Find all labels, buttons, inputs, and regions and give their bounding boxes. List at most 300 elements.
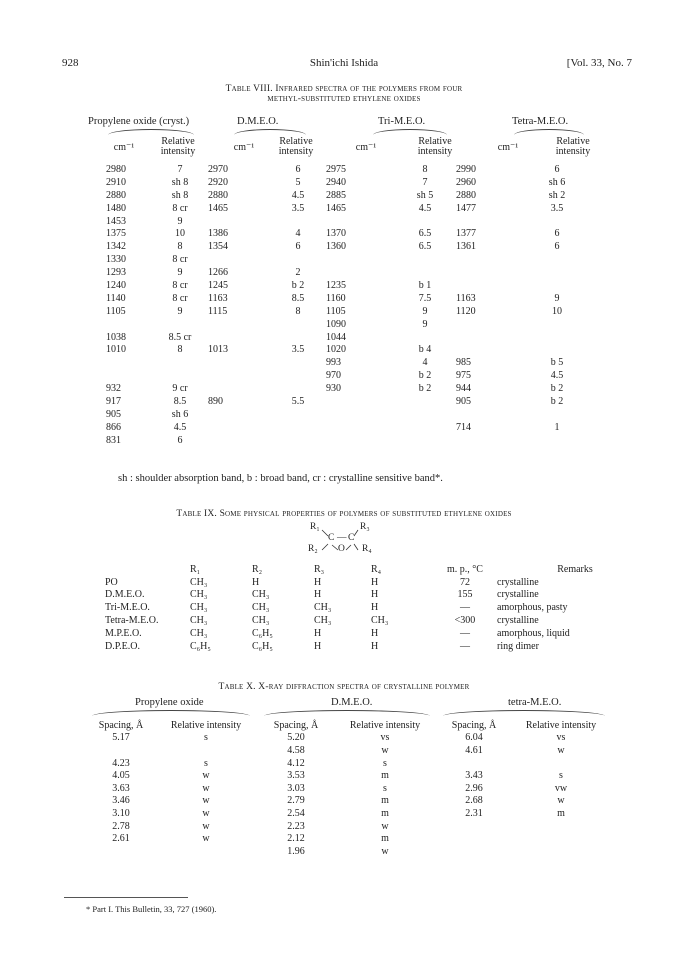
- tetrameo-wavenumber: 1477: [456, 202, 476, 214]
- table8-col-rel: [268, 137, 324, 157]
- tetrameo-intensity: [528, 331, 586, 344]
- dmeo-wavenumber: [208, 318, 270, 331]
- dmeo-wavenumber: [208, 382, 270, 395]
- dmeo-intensity: 6: [295, 241, 301, 253]
- table8-brace: [108, 129, 194, 135]
- po-wavenumber: 1342: [106, 241, 126, 253]
- dmeo-intensity: [270, 253, 326, 266]
- table8: [106, 163, 586, 447]
- table10-cell: 4.61: [465, 744, 483, 756]
- trimeo-intensity: 7.5: [418, 292, 432, 304]
- trimeo-wavenumber: 1090: [326, 318, 346, 330]
- table-row: [106, 395, 586, 408]
- po-intensity: [152, 369, 208, 382]
- table-row: [106, 421, 586, 434]
- dmeo-wavenumber: 1266: [208, 267, 228, 279]
- tetrameo-intensity: sh 6: [548, 176, 566, 188]
- trimeo-wavenumber: [326, 421, 394, 434]
- table10-cell: 3.10: [112, 807, 130, 819]
- tetrameo-wavenumber: 905: [456, 395, 471, 407]
- table10-cell: [512, 845, 610, 858]
- tetrameo-intensity: b 2: [550, 383, 564, 395]
- table10-cell: [436, 845, 512, 858]
- po-wavenumber: 2880: [106, 189, 126, 201]
- table9-cell: 155: [457, 589, 473, 601]
- table10-header: Spacing, Å: [273, 719, 319, 731]
- structure-r2: R₂: [308, 544, 318, 554]
- tetrameo-intensity: 10: [552, 305, 562, 317]
- table9-header: R₄: [371, 563, 382, 575]
- dmeo-intensity: [270, 382, 326, 395]
- dmeo-intensity: [270, 369, 326, 382]
- table9-cell: Tri-M.E.O.: [105, 602, 150, 614]
- table9-header: Remarks: [557, 563, 593, 575]
- trimeo-wavenumber: [326, 266, 394, 279]
- running-title: Shin'ichi Ishida: [309, 57, 379, 69]
- tetrameo-wavenumber: 1377: [456, 228, 476, 240]
- table10-brace: [443, 710, 605, 716]
- trimeo-wavenumber: [326, 408, 394, 421]
- structure-o: O: [338, 544, 345, 554]
- tetrameo-intensity: [528, 408, 586, 421]
- po-wavenumber: 1330: [106, 254, 126, 266]
- table9-cell: CH₃: [190, 602, 208, 614]
- table-row: [88, 845, 610, 858]
- page-footnote: * Part I. This Bulletin, 33, 727 (1960).: [86, 904, 217, 914]
- po-wavenumber: 1453: [106, 215, 126, 227]
- table8-col-cm: cm⁻¹: [113, 142, 135, 153]
- table8-group-trimeo: Tri-M.E.O.: [378, 116, 426, 127]
- table10-cell: [154, 845, 258, 858]
- dmeo-intensity: [270, 408, 326, 421]
- structure-diagram: [300, 522, 390, 562]
- po-intensity: 9: [177, 215, 183, 227]
- table-row: [88, 782, 610, 795]
- table9-cell: C₆H₅: [252, 640, 273, 652]
- page-number: 928: [62, 57, 79, 69]
- po-wavenumber: 1480: [106, 202, 126, 214]
- tetrameo-wavenumber: 1120: [456, 305, 476, 317]
- trimeo-wavenumber: [326, 434, 394, 447]
- table8-group-dmeo: D.M.E.O.: [237, 116, 279, 127]
- po-intensity: 8 cr: [172, 292, 188, 304]
- tetrameo-intensity: sh 2: [548, 189, 566, 201]
- col-rel-line1: Relative: [279, 136, 313, 147]
- table9: [105, 563, 635, 653]
- trimeo-wavenumber: 2975: [326, 163, 346, 175]
- table9-cell: amorphous, liquid: [497, 627, 570, 639]
- table9-cell: M.P.E.O.: [105, 627, 142, 639]
- dmeo-wavenumber: [208, 369, 270, 382]
- table10-cell: w: [202, 820, 210, 832]
- table8-group-tetrameo: Tetra-M.E.O.: [512, 116, 569, 127]
- dmeo-intensity: 8: [295, 305, 301, 317]
- po-intensity: 8 cr: [172, 254, 188, 266]
- tetrameo-intensity: 1: [554, 421, 560, 433]
- dmeo-intensity: [270, 215, 326, 228]
- table9-header: R₂: [252, 563, 263, 575]
- col-rel-line1: Relative: [161, 136, 195, 147]
- trimeo-wavenumber: 1465: [326, 202, 346, 214]
- trimeo-intensity: b 2: [418, 370, 432, 382]
- table-row: [88, 820, 610, 833]
- table9-cell: <300: [454, 615, 476, 627]
- table9-cell: —: [460, 640, 470, 652]
- dmeo-intensity: 2: [295, 267, 301, 279]
- table9-cell: —: [460, 627, 470, 639]
- table10-cell: m: [381, 795, 389, 807]
- table10-cell: 5.17: [112, 732, 130, 744]
- table10-cell: w: [381, 820, 389, 832]
- table10-cell: 2.78: [112, 820, 130, 832]
- volume-info: [Vol. 33, No. 7: [566, 57, 632, 69]
- table10-cell: m: [557, 807, 565, 819]
- table10-cell: [154, 744, 258, 757]
- table9-cell: CH₃: [252, 589, 270, 601]
- tetrameo-wavenumber: [456, 215, 528, 228]
- trimeo-wavenumber: 1020: [326, 344, 346, 356]
- tetrameo-intensity: b 5: [550, 357, 564, 369]
- tetrameo-wavenumber: [456, 331, 528, 344]
- po-wavenumber: [106, 318, 152, 331]
- po-intensity: 8 cr: [172, 202, 188, 214]
- table10-cell: [436, 832, 512, 845]
- po-intensity: 10: [175, 228, 185, 240]
- table10-cell: 2.54: [287, 807, 305, 819]
- table-row: [106, 163, 586, 176]
- po-intensity: sh 8: [171, 176, 189, 188]
- table10-cell: s: [204, 757, 208, 769]
- tetrameo-wavenumber: [456, 408, 528, 421]
- table9-cell: Tetra-M.E.O.: [105, 615, 159, 627]
- dmeo-wavenumber: 1245: [208, 279, 228, 291]
- trimeo-intensity: [394, 253, 456, 266]
- trimeo-wavenumber: 2885: [326, 189, 346, 201]
- tetrameo-wavenumber: 1163: [456, 292, 476, 304]
- table9-cell: CH₃: [371, 615, 389, 627]
- dmeo-wavenumber: 2880: [208, 189, 228, 201]
- table10-group-po: Propylene oxide: [135, 697, 204, 708]
- table8-col-rel: [150, 137, 206, 157]
- table8-brace: [373, 129, 447, 135]
- po-intensity: sh 8: [171, 189, 189, 201]
- tetrameo-intensity: [528, 318, 586, 331]
- trimeo-intensity: 4: [422, 357, 428, 369]
- dmeo-wavenumber: 1386: [208, 228, 228, 240]
- po-intensity: 9: [177, 305, 183, 317]
- table10-cell: vw: [554, 782, 568, 794]
- table9-cell: CH₃: [314, 615, 332, 627]
- po-intensity: 8 cr: [172, 279, 188, 291]
- table-row: [88, 769, 610, 782]
- structure-r3: R₃: [360, 522, 370, 532]
- table-row: [105, 589, 635, 602]
- table10-brace: [264, 710, 430, 716]
- table9-header: m. p., °C: [447, 563, 483, 575]
- dmeo-wavenumber: [208, 215, 270, 228]
- po-wavenumber: 932: [106, 383, 121, 395]
- page-header: [0, 57, 688, 73]
- table9-cell: H: [252, 576, 260, 588]
- table-row: [106, 343, 586, 356]
- tetrameo-wavenumber: [456, 266, 528, 279]
- table-row: [105, 614, 635, 627]
- table9-cell: H: [371, 640, 379, 652]
- structure-bonds: [300, 522, 390, 562]
- table8-footnote: sh : shoulder absorption band, b : broad band, cr : crystalline sensitive band*.: [118, 473, 443, 484]
- table10-group-dmeo: D.M.E.O.: [331, 697, 373, 708]
- table10-cell: w: [381, 744, 389, 756]
- structure-r1: R₁: [310, 522, 320, 532]
- po-intensity: [152, 318, 208, 331]
- trimeo-intensity: 4.5: [418, 202, 432, 214]
- tetrameo-wavenumber: 2990: [456, 163, 476, 175]
- dmeo-intensity: 3.5: [291, 202, 305, 214]
- trimeo-intensity: [394, 215, 456, 228]
- po-wavenumber: 1375: [106, 228, 126, 240]
- table-row: [88, 807, 610, 820]
- table9-cell: C₆H₅: [190, 640, 211, 652]
- table10-cell: vs: [556, 732, 566, 744]
- table9-cell: 72: [460, 576, 470, 588]
- table10-cell: 2.23: [287, 820, 305, 832]
- trimeo-wavenumber: 2940: [326, 176, 346, 188]
- table10-cell: w: [202, 782, 210, 794]
- table10-cell: [436, 757, 512, 770]
- table10-cell: 3.46: [112, 795, 130, 807]
- dmeo-wavenumber: 1163: [208, 292, 228, 304]
- dmeo-intensity: 5: [295, 176, 301, 188]
- trimeo-intensity: [394, 395, 456, 408]
- po-intensity: 8.5 cr: [168, 331, 192, 343]
- tetrameo-intensity: 6: [554, 228, 560, 240]
- dmeo-wavenumber: 1013: [208, 344, 228, 356]
- trimeo-wavenumber: 930: [326, 383, 341, 395]
- table9-cell: —: [460, 602, 470, 614]
- table10-cell: w: [202, 795, 210, 807]
- dmeo-intensity: 3.5: [291, 344, 305, 356]
- trimeo-intensity: [394, 421, 456, 434]
- dmeo-intensity: 8.5: [291, 292, 305, 304]
- dmeo-wavenumber: 2970: [208, 163, 228, 175]
- table9-cell: H: [371, 576, 379, 588]
- table8-col-rel: [407, 137, 463, 157]
- po-wavenumber: 1105: [106, 305, 126, 317]
- tetrameo-wavenumber: 944: [456, 383, 471, 395]
- table10-cell: [512, 832, 610, 845]
- table8-col-cm: cm⁻¹: [233, 142, 255, 153]
- table10-cell: [436, 820, 512, 833]
- table10-cell: vs: [380, 732, 390, 744]
- table8-group-propylene: Propylene oxide (cryst.): [88, 116, 190, 127]
- dmeo-intensity: 6: [295, 163, 301, 175]
- tetrameo-intensity: [528, 279, 586, 292]
- table9-cell: H: [371, 602, 379, 614]
- table10-cell: 3.63: [112, 782, 130, 794]
- po-intensity: 8.5: [173, 395, 187, 407]
- table9-caption: Table IX. Some physical properties of polymers of substituted ethylene oxides: [176, 509, 512, 519]
- po-intensity: sh 6: [171, 408, 189, 420]
- po-wavenumber: [106, 356, 152, 369]
- tetrameo-intensity: 3.5: [550, 202, 564, 214]
- tetrameo-intensity: 4.5: [550, 370, 564, 382]
- table9-cell: crystalline: [497, 589, 539, 601]
- po-wavenumber: [106, 369, 152, 382]
- table10-cell: 2.79: [287, 795, 305, 807]
- table10-cell: s: [559, 770, 563, 782]
- trimeo-intensity: b 1: [418, 279, 432, 291]
- po-intensity: 9: [177, 267, 183, 279]
- dmeo-intensity: [270, 356, 326, 369]
- dmeo-wavenumber: [208, 408, 270, 421]
- table10-brace: [92, 710, 250, 716]
- table-row: [106, 240, 586, 253]
- table9-cell: H: [371, 589, 379, 601]
- col-rel-line1: Relative: [556, 136, 590, 147]
- trimeo-intensity: b 2: [418, 383, 432, 395]
- col-rel-line2: intensity: [555, 146, 591, 157]
- table9-cell: PO: [105, 576, 118, 588]
- dmeo-wavenumber: [208, 253, 270, 266]
- table10-caption: Table X. X-ray diffraction spectra of crystalline polymer: [218, 682, 470, 692]
- dmeo-wavenumber: 1354: [208, 241, 228, 253]
- trimeo-intensity: [394, 331, 456, 344]
- table10-cell: s: [204, 732, 208, 744]
- table9-header: R₁: [190, 563, 201, 575]
- tetrameo-wavenumber: 975: [456, 370, 471, 382]
- table9-header: R₃: [314, 563, 325, 575]
- table-row: [106, 202, 586, 215]
- table10-cell: s: [383, 782, 387, 794]
- col-rel-line2: intensity: [417, 146, 453, 157]
- dmeo-intensity: 4.5: [291, 189, 305, 201]
- table-row: [105, 627, 635, 640]
- dmeo-intensity: [270, 421, 326, 434]
- tetrameo-wavenumber: [456, 318, 528, 331]
- col-rel-line2: intensity: [160, 146, 196, 157]
- trimeo-intensity: [394, 408, 456, 421]
- trimeo-intensity: sh 5: [416, 189, 434, 201]
- structure-dash: —: [337, 533, 347, 543]
- dmeo-wavenumber: 2920: [208, 176, 228, 188]
- table9-cell: D.P.E.O.: [105, 640, 141, 652]
- table9-cell: H: [314, 589, 322, 601]
- table-row: [88, 744, 610, 757]
- table9-cell: H: [314, 576, 322, 588]
- tetrameo-wavenumber: 2880: [456, 189, 476, 201]
- dmeo-intensity: b 2: [291, 279, 305, 291]
- table10-header: Spacing, Å: [98, 719, 144, 731]
- trimeo-intensity: 9: [422, 305, 428, 317]
- table10: [88, 719, 610, 858]
- table10-cell: [88, 845, 154, 858]
- table-row: [106, 318, 586, 331]
- footnote-rule: [64, 897, 188, 898]
- table9-cell: D.M.E.O.: [105, 589, 145, 601]
- po-wavenumber: 2910: [106, 176, 126, 188]
- po-intensity: 6: [177, 434, 183, 446]
- table10-cell: m: [381, 833, 389, 845]
- table10-cell: w: [381, 845, 389, 857]
- po-wavenumber: 866: [106, 421, 121, 433]
- tetrameo-wavenumber: [456, 279, 528, 292]
- trimeo-wavenumber: 1360: [326, 241, 346, 253]
- table10-cell: 1.96: [287, 845, 305, 857]
- dmeo-intensity: [270, 318, 326, 331]
- table9-cell: CH₃: [190, 576, 208, 588]
- trimeo-wavenumber: 1235: [326, 279, 346, 291]
- po-wavenumber: 831: [106, 434, 121, 446]
- table8-caption-line2: methyl-substituted ethylene oxides: [267, 94, 421, 104]
- trimeo-wavenumber: 1370: [326, 228, 346, 240]
- trimeo-intensity: 9: [422, 318, 428, 330]
- table9-cell: amorphous, pasty: [497, 602, 568, 614]
- tetrameo-intensity: [528, 343, 586, 356]
- table10-header: Relative intensity: [170, 719, 242, 731]
- table9-cell: CH₃: [190, 627, 208, 639]
- table10-cell: 4.58: [287, 744, 305, 756]
- table10-cell: [512, 820, 610, 833]
- col-rel-line2: intensity: [278, 146, 314, 157]
- table10-cell: 2.96: [465, 782, 483, 794]
- table10-header: Relative intensity: [349, 719, 421, 731]
- tetrameo-intensity: [528, 253, 586, 266]
- table8-caption-line1: Table VIII. Infrared spectra of the polymers from four: [225, 84, 463, 94]
- table10-cell: w: [202, 807, 210, 819]
- table9-cell: CH₃: [314, 602, 332, 614]
- table10-cell: w: [202, 770, 210, 782]
- trimeo-intensity: [394, 266, 456, 279]
- dmeo-wavenumber: [208, 421, 270, 434]
- dmeo-wavenumber: [208, 434, 270, 447]
- table10-cell: [88, 744, 154, 757]
- tetrameo-intensity: [528, 434, 586, 447]
- tetrameo-intensity: [528, 215, 586, 228]
- trimeo-intensity: 6.5: [418, 228, 432, 240]
- table-row: [88, 732, 610, 745]
- table8-col-cm: cm⁻¹: [497, 142, 519, 153]
- tetrameo-intensity: b 2: [550, 395, 564, 407]
- table9-cell: CH₃: [190, 589, 208, 601]
- trimeo-intensity: 7: [422, 176, 428, 188]
- table10-cell: m: [381, 770, 389, 782]
- dmeo-wavenumber: [208, 331, 270, 344]
- table8-caption: [0, 84, 688, 104]
- table10-cell: 2.12: [287, 833, 305, 845]
- trimeo-intensity: 6.5: [418, 241, 432, 253]
- trimeo-intensity: [394, 434, 456, 447]
- trimeo-wavenumber: 1105: [326, 305, 346, 317]
- trimeo-wavenumber: 993: [326, 357, 341, 369]
- trimeo-wavenumber: [326, 253, 394, 266]
- dmeo-intensity: [270, 434, 326, 447]
- po-intensity: 7: [177, 163, 183, 175]
- tetrameo-wavenumber: [456, 253, 528, 266]
- table9-cell: ring dimer: [497, 640, 539, 652]
- table10-cell: 3.03: [287, 782, 305, 794]
- table-row: [106, 215, 586, 228]
- table10-cell: 3.43: [465, 770, 483, 782]
- col-rel-line1: Relative: [418, 136, 452, 147]
- dmeo-wavenumber: 1465: [208, 202, 228, 214]
- dmeo-wavenumber: 1115: [208, 305, 228, 317]
- po-wavenumber: 1010: [106, 344, 126, 356]
- table9-cell: CH₃: [190, 615, 208, 627]
- tetrameo-wavenumber: 1361: [456, 241, 476, 253]
- table-row: [105, 576, 635, 589]
- table10-cell: 2.61: [112, 833, 130, 845]
- po-wavenumber: 1293: [106, 267, 126, 279]
